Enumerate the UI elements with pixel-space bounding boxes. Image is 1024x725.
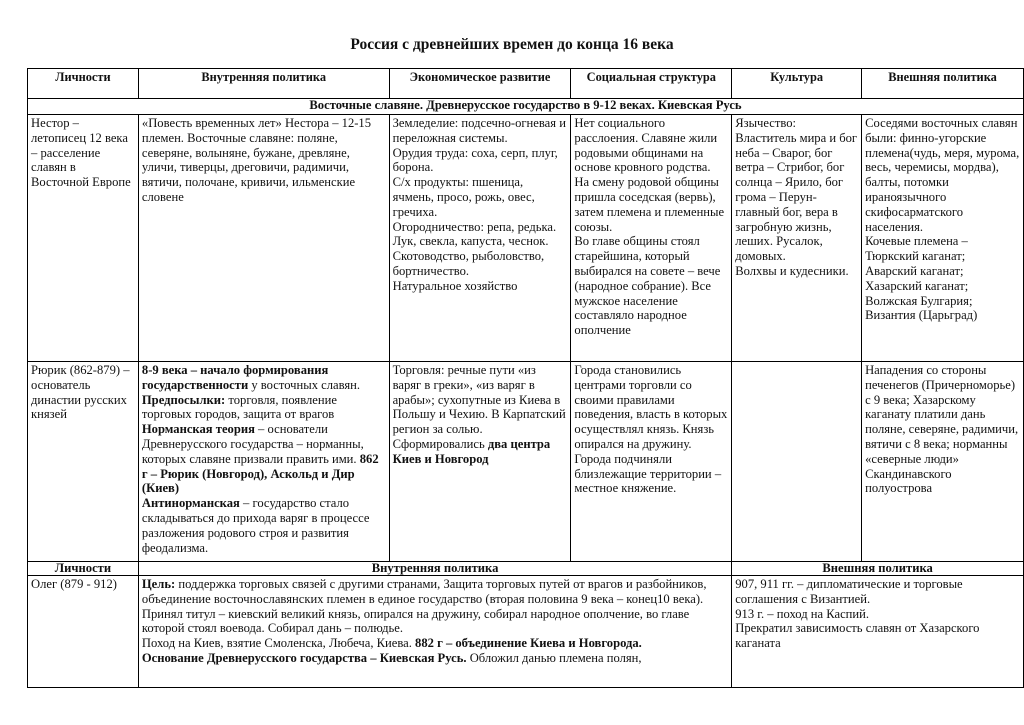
goal-text: поддержка торговых связей с другими странами, Защита торговых путей от врагов и разбойников, объединение восточнославянских племен в единое государство (вторая половина 9 века – конец10 века). <box>141 577 707 606</box>
trade-text: Торговля: речные пути «из варяг в греки», «из варяг в арабы»; сухопутные из Киева в Польшу и Чехию. В Карпатский регион за солью. <box>392 363 566 437</box>
centers-bold: два центра Киев и Новгород <box>392 436 551 466</box>
foreign-line: Прекратил зависимость славян от Хазарского каганата <box>735 621 980 651</box>
preconditions-label: Предпосылки: <box>141 392 226 407</box>
rurik-date-bold: 862 г – Рюрик (Новгород), Аскольд и Дир (Киев) <box>141 451 379 496</box>
state-formation-bold: 8-9 века – начало формирования государственности <box>141 363 329 392</box>
row1-person: Нестор – летописец 12 века – расселение славян в Восточной Европе <box>28 115 139 362</box>
header2-persons: Личности <box>28 562 139 576</box>
foreign-line: Соседями восточных славян были: финно-угорские племена(чудь, меря, мурома, весь, черемисы, мордва), балты, потомки ираноязычного скифосарматского населения. <box>865 116 1020 234</box>
norman-theory-text: – основатели Древнерусского государства – норманны, которых славяне призвали править ими. <box>141 422 364 466</box>
antinorman-text: – государство стало складываться до прихода варяг в процессе разложения родового строя и развития феодализма. <box>141 496 370 555</box>
header2-foreign: Внешняя политика <box>732 562 1024 576</box>
row2-economic <box>389 362 571 562</box>
row3-person: Олег (879 - 912) <box>28 576 139 688</box>
economic-line: Натуральное хозяйство <box>392 278 518 293</box>
economic-line: Скотоводство, рыболовство, бортничество. <box>392 249 545 278</box>
centers-plain: Сформировались <box>392 436 488 451</box>
row1-foreign <box>862 115 1024 362</box>
history-table <box>27 68 1024 688</box>
section-row <box>28 99 1024 115</box>
row2-foreign: Нападения со стороны печенегов (Причерноморье) с 9 века; Хазарскому каганату платили дань поляне, северяне, радимичи, вятичи с 8 века; норманны «северные люди» Скандинавского полуострова <box>862 362 1024 562</box>
norman-theory-label: Норманская теория <box>141 422 255 437</box>
economic-line: Огородничество: репа, редька. Лук, свекла, капуста, чеснок. <box>392 219 557 249</box>
header-row <box>28 69 1024 99</box>
goal-label: Цель: <box>141 577 176 591</box>
row1-social <box>571 115 732 362</box>
state-formation-text: у восточных славян. <box>248 377 361 392</box>
row2-person: Рюрик (862-879) – основатель династии русских князей <box>28 362 139 562</box>
header-internal: Внутренняя политика <box>138 69 389 99</box>
row3-internal <box>138 576 731 688</box>
kievan-rus-bold: Основание Древнерусского государства – Киевская Русь. <box>141 650 467 665</box>
header-row-2 <box>28 562 1024 576</box>
header-foreign: Внешняя политика <box>862 69 1024 99</box>
row2-social: Города становились центрами торговли со своими правилами поведения, власть в которых осуществлял князь. Князь опирался на дружину. Города подчиняли близлежащие территории – местное княжение. <box>571 362 732 562</box>
row3-foreign <box>732 576 1024 688</box>
economic-line: С/х продукты: пшеница, ячмень, просо, рожь, овес, гречиха. <box>392 175 535 219</box>
economic-line: Орудия труда: соха, серп, плуг, борона. <box>392 145 558 175</box>
campaign-text: Поход на Киев, взятие Смоленска, Любеча, Киева. <box>141 636 416 651</box>
row2-internal <box>138 362 389 562</box>
foreign-line: 907, 911 гг. – дипломатические и торговые соглашения с Византией. <box>735 577 963 606</box>
social-line: Во главе общины стоял старейшина, который выбирался на совете – вече (народное собрание). Все мужское население составляло народное ополчение <box>574 234 721 338</box>
preconditions-text: торговля, появление торговых городов, защита от врагов <box>141 392 337 422</box>
unification-bold: 882 г – объединение Киева и Новгорода. <box>415 636 642 651</box>
header-economic: Экономическое развитие <box>389 69 571 99</box>
social-line: Нет социального расслоения. Славяне жили родовыми общинами на основе кровного родства. На смену родовой общины пришла соседская (вервь), затем племена и племенные союзы. <box>574 116 725 234</box>
header-persons: Личности <box>28 69 139 99</box>
foreign-line: Кочевые племена – Тюркский каганат; Аварский каганат; Хазарский каганат; Волжская Булгария; Византия (Царьград) <box>865 234 978 323</box>
title-text: Принял титул – киевский великий князь, опирался на дружину, собирал народное ополчение, во главе которой стоял воевода. Собирал дань – полюдье. <box>141 606 690 636</box>
section-heading: Восточные славяне. Древнерусское государство в 9-12 веках. Киевская Русь <box>28 99 1024 115</box>
culture-line: Язычество: Властитель мира и бог неба – Сварог, бог ветра – Стрибог, бог солнца – Ярило, бог грома – Перун- главный бог, вера в загробную жизнь, леших. Русалок, домовых. <box>735 116 858 264</box>
culture-line: Волхвы и кудесники. <box>735 263 849 278</box>
table-row <box>28 115 1024 362</box>
table-row <box>28 576 1024 688</box>
table-row <box>28 362 1024 562</box>
tribute-text: Обложил данью племена полян, <box>466 650 642 665</box>
header-social: Социальная структура <box>571 69 732 99</box>
page-title: Россия с древнейших времен до конца 16 века <box>350 36 674 53</box>
row2-culture <box>732 362 862 562</box>
row1-internal: «Повесть временных лет» Нестора – 12-15 племен. Восточные славяне: поляне, северяне, волыняне, бужане, древляне, уличи, тиверцы, дреговичи, радимичи, вятичи, полочане, кривичи, ильменские словене <box>138 115 389 362</box>
row1-culture <box>732 115 862 362</box>
header2-internal: Внутренняя политика <box>138 562 731 576</box>
row1-economic <box>389 115 571 362</box>
antinorman-label: Антинорманская <box>141 496 240 511</box>
economic-line: Земледелие: подсечно-огневая и переложная системы. <box>392 116 566 145</box>
header-culture: Культура <box>732 69 862 99</box>
foreign-line: 913 г. – поход на Каспий. <box>735 606 870 621</box>
